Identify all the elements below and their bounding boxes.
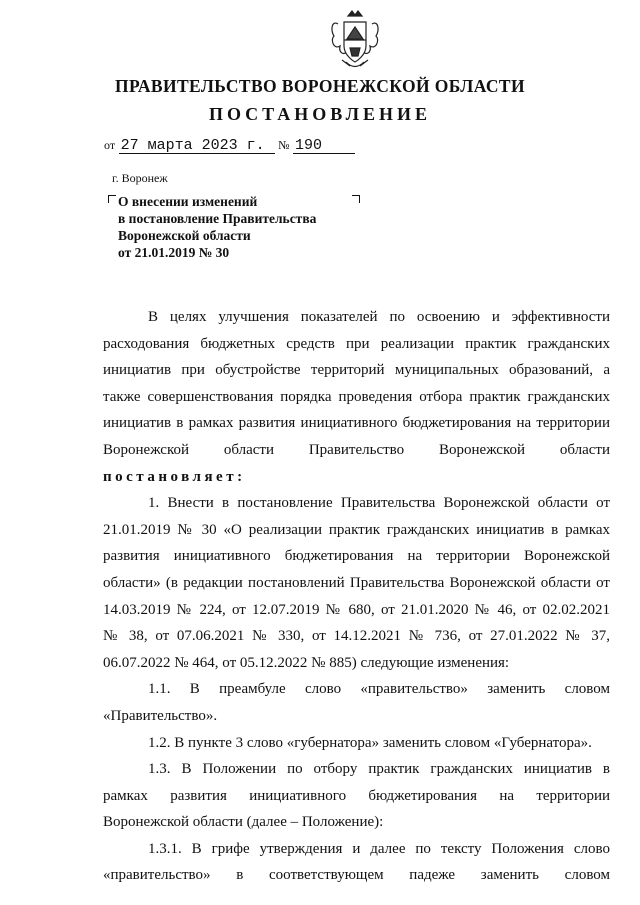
body-line: 06.07.2022 № 464, от 05.12.2022 № 885) следующие изменения:: [103, 654, 510, 671]
body-line: 1.3. В Положении по отбору практик гражданских инициатив в: [148, 761, 610, 778]
body-line: «Правительство».: [103, 707, 218, 724]
subject-line: Воронежской области: [118, 228, 251, 243]
document-type: ПОСТАНОВЛЕНИЕ: [208, 104, 432, 124]
body-line: Воронежской области Правительство Воронежской области: [103, 441, 610, 458]
body-line: также совершенствования порядка проведения отбора практик гражданских: [103, 388, 610, 405]
document-date: 27 марта 2023 г.: [119, 138, 275, 154]
subject-line: от 21.01.2019 № 30: [118, 245, 230, 260]
dateline: [104, 138, 355, 154]
resolution-word: постановляет:: [103, 468, 246, 485]
document-body: [103, 304, 610, 889]
body-line: рамках развития инициативного бюджетирования на территории: [103, 787, 610, 804]
body-line: 21.01.2019 № 30 «О реализации практик гражданских инициатив в рамках: [103, 521, 610, 538]
subject-line: О внесении изменений: [118, 194, 258, 209]
body-line: «правительство» в соответствующем падеже заменить словом: [103, 867, 610, 884]
body-line: области» (в редакции постановлений Правительства Воронежской области от: [103, 574, 610, 591]
body-line: № 38, от 07.06.2021 № 330, от 14.12.2021 № 736, от 27.01.2022 № 37,: [103, 628, 610, 645]
government-title: ПРАВИТЕЛЬСТВО ВОРОНЕЖСКОЙ ОБЛАСТИ: [114, 76, 526, 96]
document-subject: [112, 193, 374, 261]
body-line: инициатив в рамках развития инициативного бюджетирования на территории: [103, 415, 610, 432]
date-label: от: [104, 138, 116, 152]
body-line: инициатив при обустройстве территорий муниципальных образований, а: [103, 362, 610, 379]
corner-bracket-left-icon: [108, 195, 116, 203]
number-label: №: [278, 138, 290, 152]
body-line: 1. Внести в постановление Правительства Воронежской области от: [148, 495, 610, 512]
body-line: 1.1. В преамбуле слово «правительство» заменить словом: [148, 681, 610, 698]
city: г. Воронеж: [112, 171, 168, 185]
voronezh-coat-of-arms-icon: [328, 10, 382, 72]
subject-line: в постановление Правительства: [118, 211, 317, 226]
corner-bracket-right-icon: [352, 195, 360, 203]
body-line: 1.2. В пункте 3 слово «губернатора» заменить словом «Губернатора».: [148, 734, 592, 751]
body-line: 14.03.2019 № 224, от 12.07.2019 № 680, от 21.01.2020 № 46, от 02.02.2021: [103, 601, 610, 618]
document-number: 190: [293, 138, 355, 154]
body-line: 1.3.1. В грифе утверждения и далее по тексту Положения слово: [148, 840, 610, 857]
body-line: В целях улучшения показателей по освоению и эффективности: [148, 309, 610, 325]
body-line: Воронежской области (далее – Положение):: [103, 814, 384, 831]
body-line: развития инициативного бюджетирования на территории Воронежской: [103, 548, 610, 565]
body-line: расходования бюджетных средств при реализации практик гражданских: [103, 335, 610, 352]
